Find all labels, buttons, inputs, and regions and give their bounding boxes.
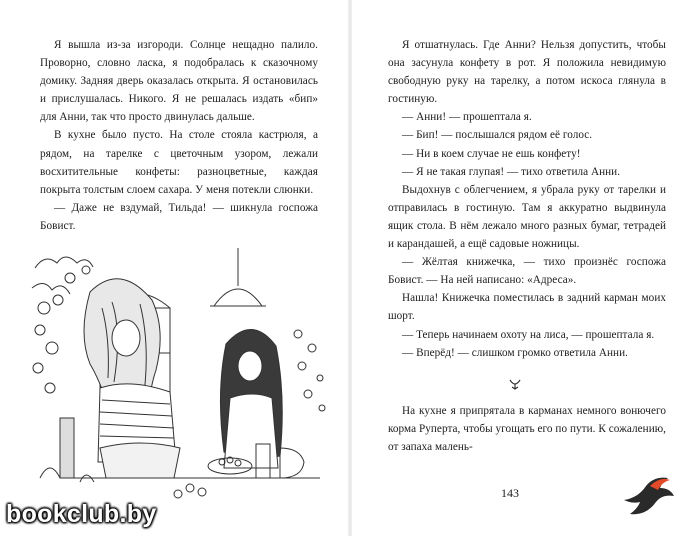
paragraph: — Я не такая глупая! — тихо ответила Анни.	[402, 165, 621, 178]
paragraph: На кухне я припрятала в карманах немного вонючего корма Руперта, чтобы угощать его по пути. К сожалению, от запаха малень-	[388, 405, 666, 454]
page-number: 143	[501, 486, 519, 500]
paragraph: — Ни в коем случае не ешь конфету!	[402, 147, 581, 160]
paragraph: — Теперь начинаем охоту на лиса, — прошептала я.	[402, 328, 655, 341]
paragraph: Выдохнув с облегчением, я убрала руку от тарелки и отправилась в гостиную. Там я аккуратно выдвинула ящик стола. В нём лежало много разных бумаг, тетрадей и карандашей, а ещё садовые ножницы.	[388, 183, 666, 251]
paragraph: В кухне было пусто. На столе стояла кастрюля, а рядом, на тарелке с цветочным узором, лежали восхитительные конфеты: разноцветные, каждая покрыта толстым слоем сахара. У меня потекли слюнки.	[40, 129, 318, 196]
kitchen-illustration	[30, 248, 330, 510]
left-page-text	[40, 36, 318, 235]
right-page-text-continued	[388, 402, 666, 456]
site-watermark: bookclub.by	[6, 500, 157, 528]
paragraph: — Бип! — послышался рядом её голос.	[402, 129, 593, 142]
paragraph: Нашла! Книжечка поместилась в задний карман моих шорт.	[388, 292, 666, 323]
paragraph: — Даже не вздумай, Тильда! — шикнула госпожа Бовист.	[40, 201, 318, 232]
paragraph: — Вперёд! — слишком громко ответила Анни.	[402, 346, 628, 359]
bird-logo-icon	[620, 470, 676, 520]
paragraph: — Жёлтая книжечка, — тихо произнёс госпожа Бовист. — На ней написано: «Адреса».	[388, 256, 666, 287]
paragraph: Я вышла из-за изгороди. Солнце нещадно палило. Проворно, словно ласка, я подобралась к сказочному домику. Задняя дверь оказалась открыта. Я остановилась и прислушалась. Никого. Я не решалась издать «бип» для Анни, так что просто двинулась дальше.	[40, 39, 318, 124]
paragraph: — Анни! — прошептала я.	[402, 111, 532, 124]
right-page-text	[388, 36, 666, 362]
section-ornament-icon	[508, 377, 522, 391]
right-page	[350, 0, 700, 536]
paragraph: Я отшатнулась. Где Анни? Нельзя допустить, чтобы она засунула конфету в рот. Я положила невидимую свободную руку на тарелку, а потом искоса глянула в гостиную.	[388, 39, 666, 106]
